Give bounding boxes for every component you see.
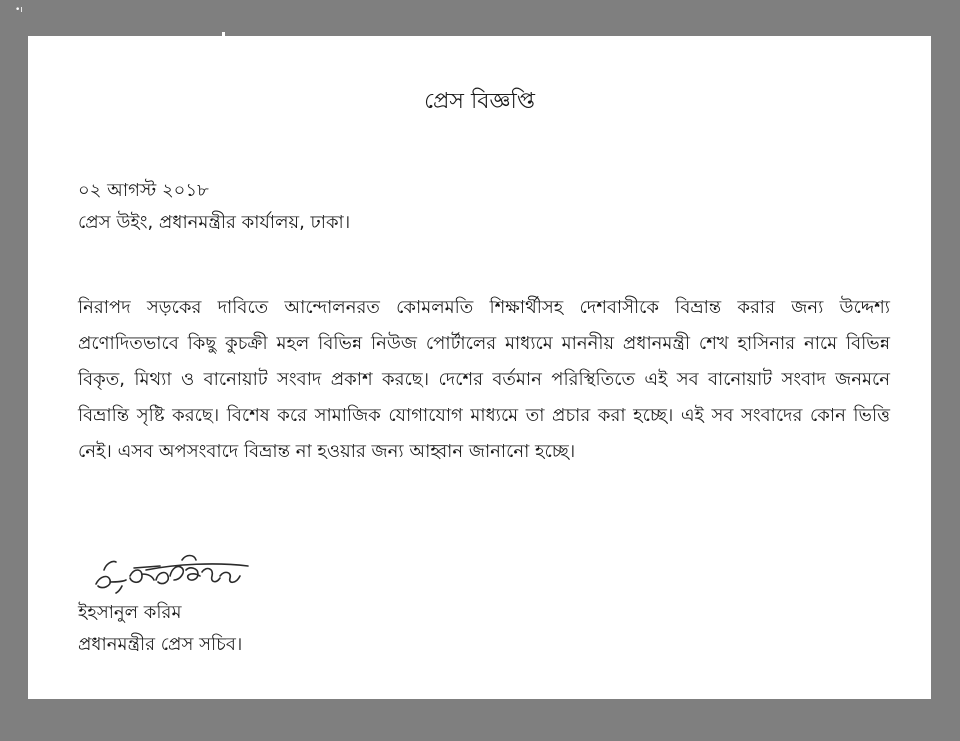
document-body: নিরাপদ সড়কের দাবিতে আন্দোলনরত কোমলমতি শিক্ষার্থীসহ দেশবাসীকে বিভ্রান্ত করার জন্য উদ্দেশ্য প্রণোদিতভাবে কিছু কুচক্রী মহল বিভিন্ন নিউজ পোর্টালের মাধ্যমে মাননীয় প্রধানমন্ত্রী শেখ হাসিনার নামে বিভিন্ন বিকৃত, মিথ্যা ও বানোয়াট সংবাদ প্রকাশ করছে। দেশের বর্তমান পরিস্থিতিতে এই সব বানোয়াট সংবাদ জনমনে বিভ্রান্তি সৃষ্টি করছে। বিশেষ করে সামাজিক যোগাযোগ মাধ্যমে তা প্রচার করা হচ্ছে। এই সব সংবাদের কোন ভিত্তি নেই। এসব অপসংবাদে বিভ্রান্ত না হওয়ার জন্য আহ্বান জানানো হচ্ছে।	[78, 297, 890, 462]
document-date: ০২ আগস্ট ২০১৮	[78, 180, 209, 201]
signatory-name: ইহসানুল করিম	[78, 602, 182, 623]
document-issuer: প্রেস উইং, প্রধানমন্ত্রীর কার্যালয়, ঢাকা।	[78, 212, 351, 233]
document-title: প্রেস বিজ্ঞপ্তি	[424, 89, 535, 114]
signatory-title: প্রধানমন্ত্রীর প্রেস সচিব।	[78, 634, 243, 655]
document-page	[28, 36, 931, 699]
handwritten-signature	[86, 546, 256, 598]
corner-mark: •ı	[15, 5, 23, 15]
